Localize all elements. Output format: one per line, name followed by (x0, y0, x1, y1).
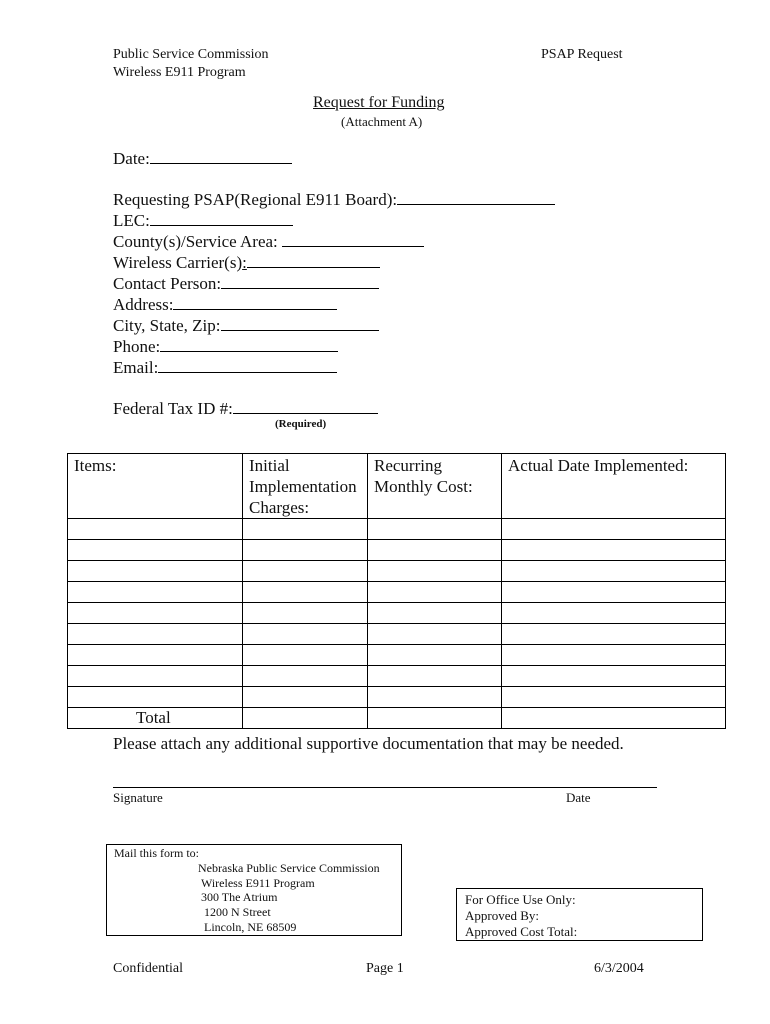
email-label: Email: (113, 358, 159, 377)
requesting-psap-label: Requesting PSAP(Regional E911 Board): (113, 190, 398, 209)
col-header-initial-line2: Implementation (249, 477, 357, 496)
table-cell[interactable] (502, 561, 726, 582)
mail-line-3: 300 The Atrium (201, 890, 278, 904)
city-field[interactable] (113, 316, 379, 336)
city-line (221, 316, 379, 331)
table-row (68, 603, 726, 624)
county-label: County(s)/Service Area: (113, 232, 283, 251)
table-cell[interactable] (368, 603, 502, 624)
mail-intro: Mail this form to: (114, 846, 199, 860)
table-cell[interactable] (243, 624, 368, 645)
total-label: Total (68, 708, 243, 729)
table-cell[interactable] (502, 645, 726, 666)
address-field[interactable] (113, 295, 337, 315)
requesting-psap-line (397, 190, 555, 205)
approved-by-label: Approved By: (465, 908, 540, 923)
table-cell[interactable] (243, 582, 368, 603)
table-cell[interactable] (368, 624, 502, 645)
table-cell[interactable] (368, 519, 502, 540)
office-use-title: For Office Use Only: (465, 892, 576, 907)
col-header-initial-line1: Initial (249, 456, 290, 475)
table-cell[interactable] (68, 540, 243, 561)
table-cell[interactable] (68, 666, 243, 687)
table-cell[interactable] (502, 603, 726, 624)
col-header-actual-date-label: Actual Date Implemented: (508, 456, 689, 475)
col-header-recurring-line1: Recurring (374, 456, 442, 475)
office-use-box (456, 888, 703, 941)
tax-id-label: Federal Tax ID #: (113, 399, 233, 418)
table-cell[interactable] (68, 624, 243, 645)
table-cell[interactable] (368, 561, 502, 582)
total-actual-cell[interactable] (502, 708, 726, 729)
attachment-note: Please attach any additional supportive documentation that may be needed. (113, 734, 624, 753)
mail-line-1: Nebraska Public Service Commission (198, 861, 380, 875)
col-header-initial-line3: Charges: (249, 498, 310, 517)
table-cell[interactable] (502, 582, 726, 603)
table-cell[interactable] (243, 519, 368, 540)
carrier-colon: : (242, 253, 247, 272)
date-line (150, 149, 292, 164)
table-row (68, 540, 726, 561)
mail-address-box (106, 844, 402, 936)
table-row (68, 687, 726, 708)
lec-line (150, 211, 293, 226)
table-cell[interactable] (68, 582, 243, 603)
table-row (68, 519, 726, 540)
tax-id-field[interactable] (113, 399, 378, 419)
county-line (282, 232, 424, 247)
col-header-recurring-line2: Monthly Cost: (374, 477, 473, 496)
header-org: Public Service Commission (113, 47, 269, 62)
table-cell[interactable] (502, 624, 726, 645)
lec-label: LEC: (113, 211, 150, 230)
mail-line-2: Wireless E911 Program (201, 876, 315, 890)
table-row (68, 666, 726, 687)
col-header-items-label: Items: (74, 456, 117, 475)
table-row (68, 561, 726, 582)
signature-line[interactable] (113, 787, 657, 788)
table-cell[interactable] (243, 687, 368, 708)
contact-field[interactable] (113, 274, 379, 294)
page-subtitle: (Attachment A) (341, 114, 423, 129)
col-header-actual-date (502, 454, 726, 519)
approved-cost-label: Approved Cost Total: (465, 924, 578, 939)
header-doc-type: PSAP Request (541, 47, 623, 62)
table-cell[interactable] (243, 666, 368, 687)
table-total-row (68, 708, 726, 729)
tax-id-line (233, 399, 378, 414)
table-cell[interactable] (502, 666, 726, 687)
col-header-items (68, 454, 243, 519)
carrier-label: Wireless Carrier(s) (113, 253, 243, 272)
page-title: Request for Funding (313, 94, 445, 111)
table-cell[interactable] (502, 687, 726, 708)
mail-line-5: Lincoln, NE 68509 (204, 920, 297, 934)
signature-label: Signature (113, 790, 163, 805)
table-cell[interactable] (68, 687, 243, 708)
table-cell[interactable] (68, 519, 243, 540)
table-cell[interactable] (243, 540, 368, 561)
table-cell[interactable] (68, 645, 243, 666)
footer-date: 6/3/2004 (594, 961, 644, 976)
col-header-recurring (368, 454, 502, 519)
phone-line (160, 337, 338, 352)
table-cell[interactable] (368, 687, 502, 708)
table-cell[interactable] (68, 603, 243, 624)
table-cell[interactable] (243, 603, 368, 624)
county-field[interactable] (113, 232, 424, 252)
header-program: Wireless E911 Program (113, 65, 246, 80)
email-line (158, 358, 337, 373)
footer-confidential: Confidential (113, 961, 183, 976)
table-cell[interactable] (243, 561, 368, 582)
mail-line-4: 1200 N Street (204, 905, 271, 919)
carrier-field[interactable] (113, 253, 380, 273)
tax-id-required-note: (Required) (275, 418, 327, 430)
carrier-line (247, 253, 380, 268)
email-field[interactable] (113, 358, 337, 378)
col-header-initial (243, 454, 368, 519)
requesting-psap-field[interactable] (113, 190, 555, 210)
phone-label: Phone: (113, 337, 161, 356)
table-cell[interactable] (368, 666, 502, 687)
contact-line (221, 274, 379, 289)
total-initial-cell[interactable] (243, 708, 368, 729)
date-label: Date: (113, 149, 150, 168)
footer-page-number: Page 1 (366, 961, 404, 976)
table-cell[interactable] (502, 540, 726, 561)
date-field[interactable] (113, 149, 292, 169)
address-line (173, 295, 337, 310)
table-row (68, 645, 726, 666)
table-cell[interactable] (243, 645, 368, 666)
lec-field[interactable] (113, 211, 293, 231)
table-cell[interactable] (502, 519, 726, 540)
table-header-row (68, 454, 726, 519)
table-row (68, 582, 726, 603)
signature-date-label: Date (566, 790, 591, 805)
phone-field[interactable] (113, 337, 338, 357)
table-cell[interactable] (368, 645, 502, 666)
table-cell[interactable] (68, 561, 243, 582)
table-row (68, 624, 726, 645)
contact-label: Contact Person: (113, 274, 222, 293)
address-label: Address: (113, 295, 174, 314)
total-recurring-cell[interactable] (368, 708, 502, 729)
city-label: City, State, Zip: (113, 316, 221, 335)
table-cell[interactable] (368, 582, 502, 603)
items-table (67, 453, 726, 729)
table-cell[interactable] (368, 540, 502, 561)
